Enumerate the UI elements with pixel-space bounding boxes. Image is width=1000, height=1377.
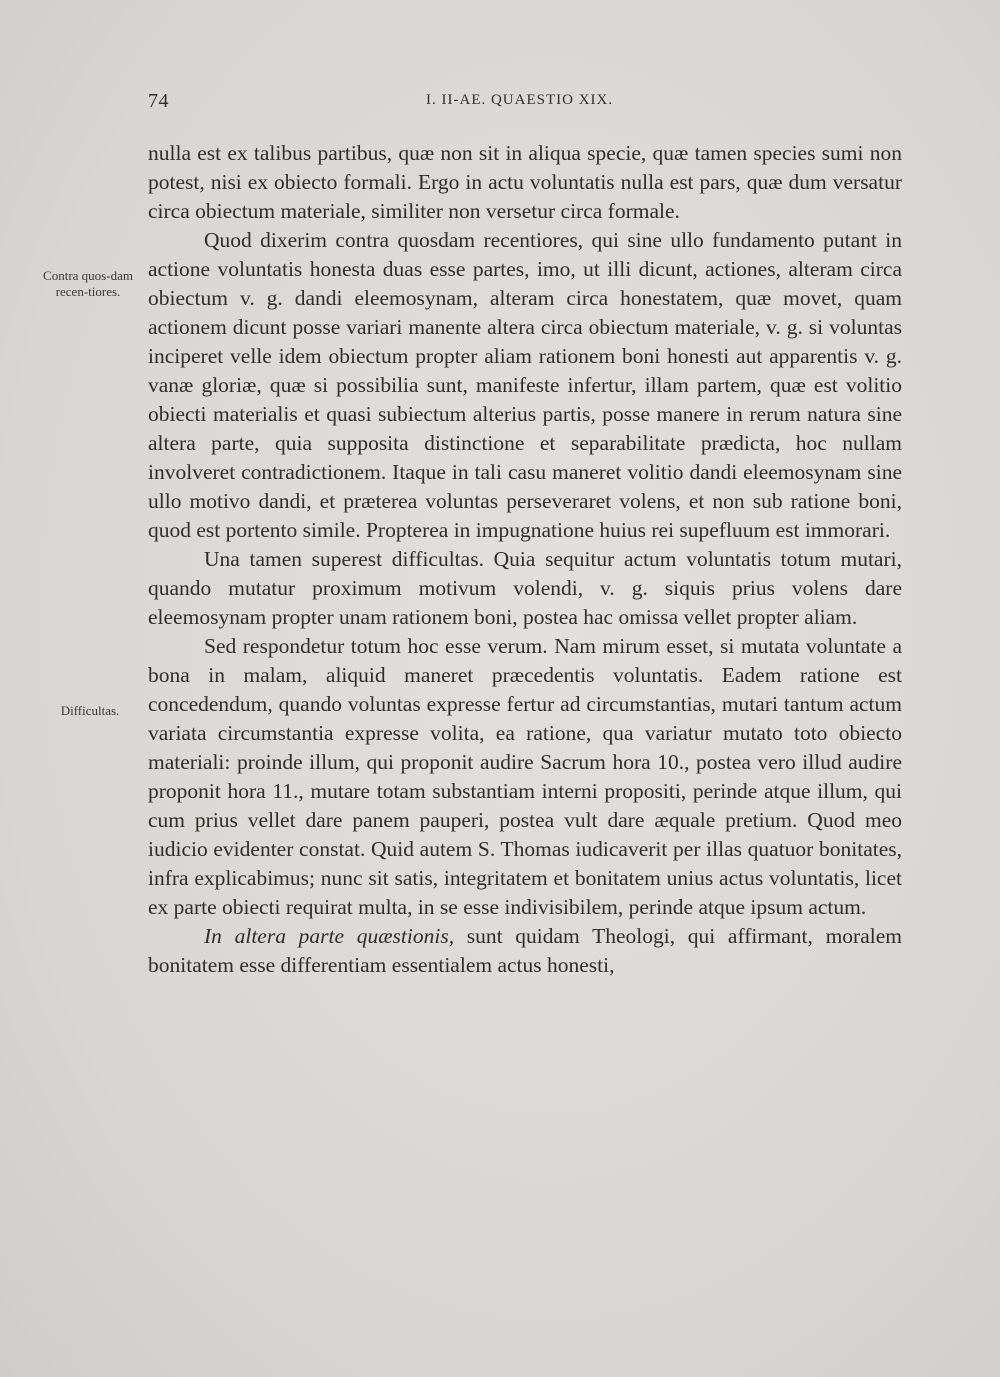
paragraph: Una tamen superest difficultas. Quia sequitur actum voluntatis totum mutari, quando mutatur proximum motivum volendi, v. g. siquis prius volens dare eleemosynam propter unam rationem boni, postea hac omissa vellet propter aliam. — [148, 547, 902, 629]
paragraph: Sed respondetur totum hoc esse verum. Nam mirum esset, si mutata voluntate a bona in malam, aliquid maneret præcedentis voluntatis. Eadem ratione est concedendum, quando voluntas expresse fertur ad circumstantias, mutari tantum actum variata circumstantia expresse volita, ea ratione, qua variatur mutato toto obiecto materiali: proinde illum, qui proponit audire Sacrum hora 10., postea vero illud audire proponit hora 11., mutare totam substantiam interni propositi, perinde atque illum, qui cum prius vellet dare panem pauperi, postea vult dare æquale pretium. Quod meo iudicio evidenter constat. Quid autem S. Thomas iudicaverit per illas quatuor bonitates, infra explicabimus; nunc sit satis, integritatem et bonitatem unius actus voluntatis, licet ex parte obiecti requirat multa, in se esse indivisibilem, perinde atque ipsum actum. — [148, 634, 902, 919]
italic-lead: In altera parte quæstionis, — [204, 924, 455, 948]
page-header — [148, 90, 902, 114]
body-text — [148, 139, 902, 980]
page-number: 74 — [148, 90, 169, 112]
paragraph: Quod dixerim contra quosdam recentiores, qui sine ullo fundamento putant in actione voluntatis honesta duas esse partes, imo, ut illi dicunt, actiones, alteram circa obiectum v. g. dandi eleemosynam, alteram circa honestatem, quæ movet, quam actionem dicunt posse variari manente altera circa obiectum materiale, v. g. si voluntas inciperet velle idem obiectum propter aliam rationem boni honesti aut apparentis v. g. vanæ gloriæ, quæ si possibilia sunt, manifeste infertur, illam partem, quæ est volitio obiecti materialis et quasi subiectum alterius partis, posse manere in rerum natura sine altera parte, quia supposita distinctione et separabilitate prædicta, hoc nullam involveret contradictionem. Itaque in tali casu maneret volitio dandi eleemosynam sine ullo motivo dandi, et præterea voluntas perseveraret volens, et non sub ratione boni, quod est portento simile. Propterea in impugnatione huius rei supefluum est immorari. — [148, 228, 902, 542]
paragraph: nulla est ex talibus partibus, quæ non sit in aliqua specie, quæ tamen species sumi non potest, nisi ex obiecto formali. Ergo in actu voluntatis nulla est pars, quæ dum versatur circa obiectum materiale, similiter non versetur circa formale. — [148, 141, 902, 223]
margin-note: Difficultas. — [60, 703, 120, 718]
margin-note: Contra quos-dam recen-tiores. — [43, 268, 133, 299]
running-title: I. II-AE. QUAESTIO XIX. — [426, 92, 614, 108]
paragraph-text: sunt quidam Theologi, qui affirmant, moralem bonitatem esse differentiam essentialem actus honesti, — [148, 924, 902, 977]
paragraph — [148, 922, 902, 980]
